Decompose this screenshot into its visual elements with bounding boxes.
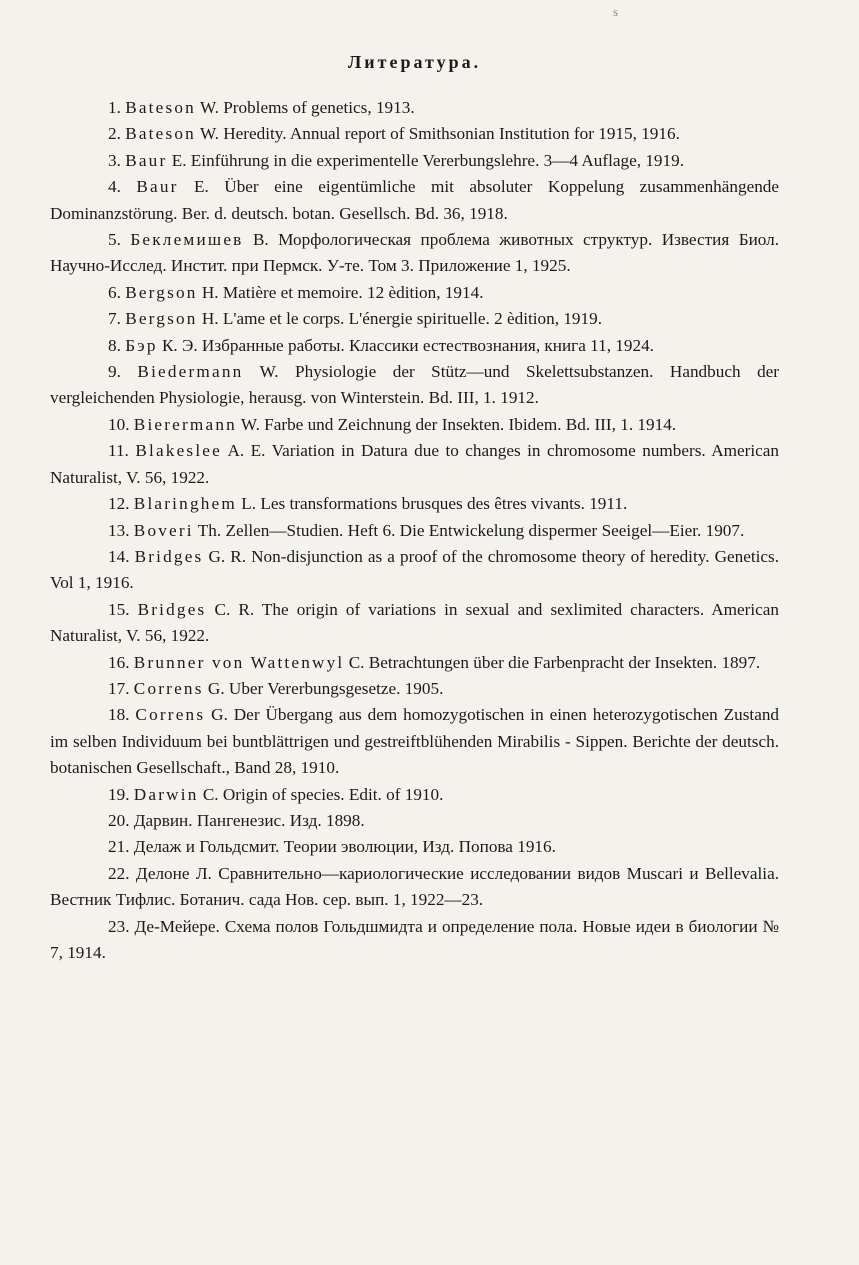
- reference-number: 2.: [108, 124, 121, 144]
- reference-number: 8.: [108, 335, 121, 355]
- reference-item: [50, 121, 779, 147]
- reference-text: Th. Zellen—Studien. Heft 6. Die Entwickelung dispermer Seeigel—Eier. 1907.: [197, 520, 745, 540]
- reference-text: A. E. Variation in Datura due to changes in chromosome numbers. American Naturalist, V. 56, 1922.: [50, 441, 779, 487]
- reference-item: [50, 808, 779, 834]
- reference-item: [50, 702, 779, 781]
- reference-number: 16.: [108, 652, 130, 672]
- reference-text: W. Physiologie der Stütz—und Skelettsubstanzen. Handbuch der vergleichenden Physiologie, herausg. von Winterstein. Bd. III, 1. 1912.: [50, 362, 780, 408]
- reference-item: [50, 544, 779, 597]
- reference-author: Bergson: [125, 282, 198, 302]
- reference-list: [50, 95, 779, 966]
- reference-number: 15.: [108, 599, 130, 619]
- reference-author: Correns: [135, 705, 206, 725]
- reference-author: Bierermann: [133, 414, 237, 434]
- page-mark: s: [613, 4, 619, 19]
- reference-item: [50, 834, 779, 860]
- reference-number: 20.: [108, 810, 130, 830]
- reference-author: Blaringhem: [133, 494, 237, 514]
- reference-text: C. Origin of species. Edit. of 1910.: [202, 784, 444, 804]
- reference-number: 3.: [108, 150, 121, 170]
- reference-item: [50, 597, 779, 650]
- reference-item: [50, 333, 779, 359]
- reference-text: H. L'ame et le corps. L'énergie spirituelle. 2 èdition, 1919.: [201, 309, 602, 329]
- reference-item: [50, 861, 779, 914]
- reference-text: E. Über eine eigentümliche mit absoluter Koppelung zusammenhängende Dominanzstörung. Ber. d. deutsch. botan. Gesellsch. Bd. 36, 1918.: [50, 177, 780, 223]
- reference-text: G. Der Übergang aus dem homozygotischen in einen heterozygotischen Zustand im selben Individuum bei buntblättrigen und gestreiftblühenden Mirabilis - Sippen. Berichte der deutsch. botanischen Gesellschaft., Band 28, 1910.: [50, 705, 780, 778]
- reference-item: [50, 518, 779, 544]
- page-title: Литература.: [347, 52, 482, 72]
- reference-item: [50, 914, 779, 967]
- reference-text: G. R. Non-disjunction as a proof of the chromosome theory of heredity. Genetics. Vol 1, 1916.: [50, 546, 779, 593]
- reference-number: 21.: [108, 837, 130, 857]
- reference-item: [50, 650, 779, 676]
- reference-text: L. Les transformations brusques des êtres vivants. 1911.: [241, 494, 628, 514]
- reference-author: Correns: [133, 678, 204, 698]
- reference-text: Делоне Л. Сравнительно—кариологические исследовании видов Muscari и Bellevalia. Вестник Тифлис. Ботанич. сада Нов. сер. вып. 1, 1922—23.: [50, 863, 779, 910]
- reference-item: [50, 306, 779, 332]
- reference-text: G. Uber Vererbungsgesetze. 1905.: [207, 678, 444, 698]
- reference-number: 19.: [108, 784, 130, 804]
- reference-number: 12.: [108, 494, 130, 514]
- reference-item: [50, 95, 779, 121]
- reference-number: 4.: [108, 177, 121, 197]
- reference-number: 1.: [108, 98, 121, 117]
- reference-item: [50, 412, 779, 438]
- reference-text: C. R. The origin of variations in sexual and sexlimited characters. American Naturalist, V. 56, 1922.: [50, 599, 780, 646]
- reference-text: H. Matière et memoire. 12 èdition, 1914.: [201, 282, 484, 302]
- reference-number: 6.: [108, 282, 121, 302]
- reference-author: Boveri: [133, 520, 194, 540]
- reference-author: Darwin: [133, 784, 199, 804]
- reference-number: 9.: [108, 362, 121, 382]
- reference-text: W. Heredity. Annual report of Smithsonian Institution for 1915, 1916.: [199, 124, 680, 144]
- reference-item: [50, 280, 779, 306]
- reference-item: [50, 782, 779, 808]
- reference-number: 11.: [108, 441, 129, 461]
- reference-number: 18.: [108, 705, 130, 725]
- reference-number: 5.: [108, 230, 121, 250]
- reference-author: Biedermann: [137, 362, 244, 382]
- reference-text: C. Betrachtungen über die Farbenpracht der Insekten. 1897.: [348, 652, 761, 672]
- reference-item: [50, 148, 779, 174]
- reference-author: Bateson: [125, 98, 196, 117]
- reference-author: Blakeslee: [135, 441, 222, 461]
- reference-author: Baur: [125, 150, 168, 170]
- reference-author: Бэр: [125, 335, 158, 355]
- reference-text: E. Einführung in die experimentelle Vererbungslehre. 3—4 Auflage, 1919.: [171, 150, 685, 170]
- reference-item: [50, 438, 779, 491]
- reference-text: Дарвин. Пангенезис. Изд. 1898.: [133, 810, 365, 830]
- reference-text: Делаж и Гольдсмит. Теории эволюции, Изд. Попова 1916.: [133, 837, 556, 857]
- reference-author: Brunner von Wattenwyl: [133, 652, 345, 672]
- reference-text: W. Farbe und Zeichnung der Insekten. Ibidem. Bd. III, 1. 1914.: [240, 414, 677, 434]
- reference-author: Беклемишев: [130, 230, 244, 250]
- reference-number: 13.: [108, 520, 130, 540]
- reference-number: 17.: [108, 678, 130, 698]
- reference-text: W. Problems of genetics, 1913.: [199, 98, 415, 117]
- reference-item: [50, 359, 779, 412]
- reference-number: 7.: [108, 309, 121, 329]
- reference-author: Bergson: [125, 309, 198, 329]
- reference-author: Bateson: [125, 124, 196, 144]
- reference-text: В. Морфологическая проблема животных структур. Известия Биол. Научно-Исслед. Инстит. при Пермск. У-те. Том 3. Приложение 1, 1925.: [50, 230, 780, 276]
- reference-number: 22.: [108, 863, 130, 883]
- reference-author: Baur: [136, 177, 179, 197]
- reference-number: 10.: [108, 414, 130, 434]
- reference-number: 23.: [108, 916, 130, 936]
- reference-item: [50, 676, 779, 702]
- reference-author: Bridges: [134, 546, 204, 566]
- reference-text: К. Э. Избранные работы. Классики естествознания, книга 11, 1924.: [161, 335, 654, 355]
- reference-item: [50, 174, 779, 227]
- reference-item: [50, 491, 779, 517]
- reference-author: Bridges: [137, 599, 207, 619]
- reference-text: Де-Мейере. Схема полов Гольдшмидта и определение пола. Новые идеи в биологии № 7, 1914.: [50, 916, 779, 962]
- reference-number: 14.: [108, 546, 130, 566]
- reference-item: [50, 227, 779, 280]
